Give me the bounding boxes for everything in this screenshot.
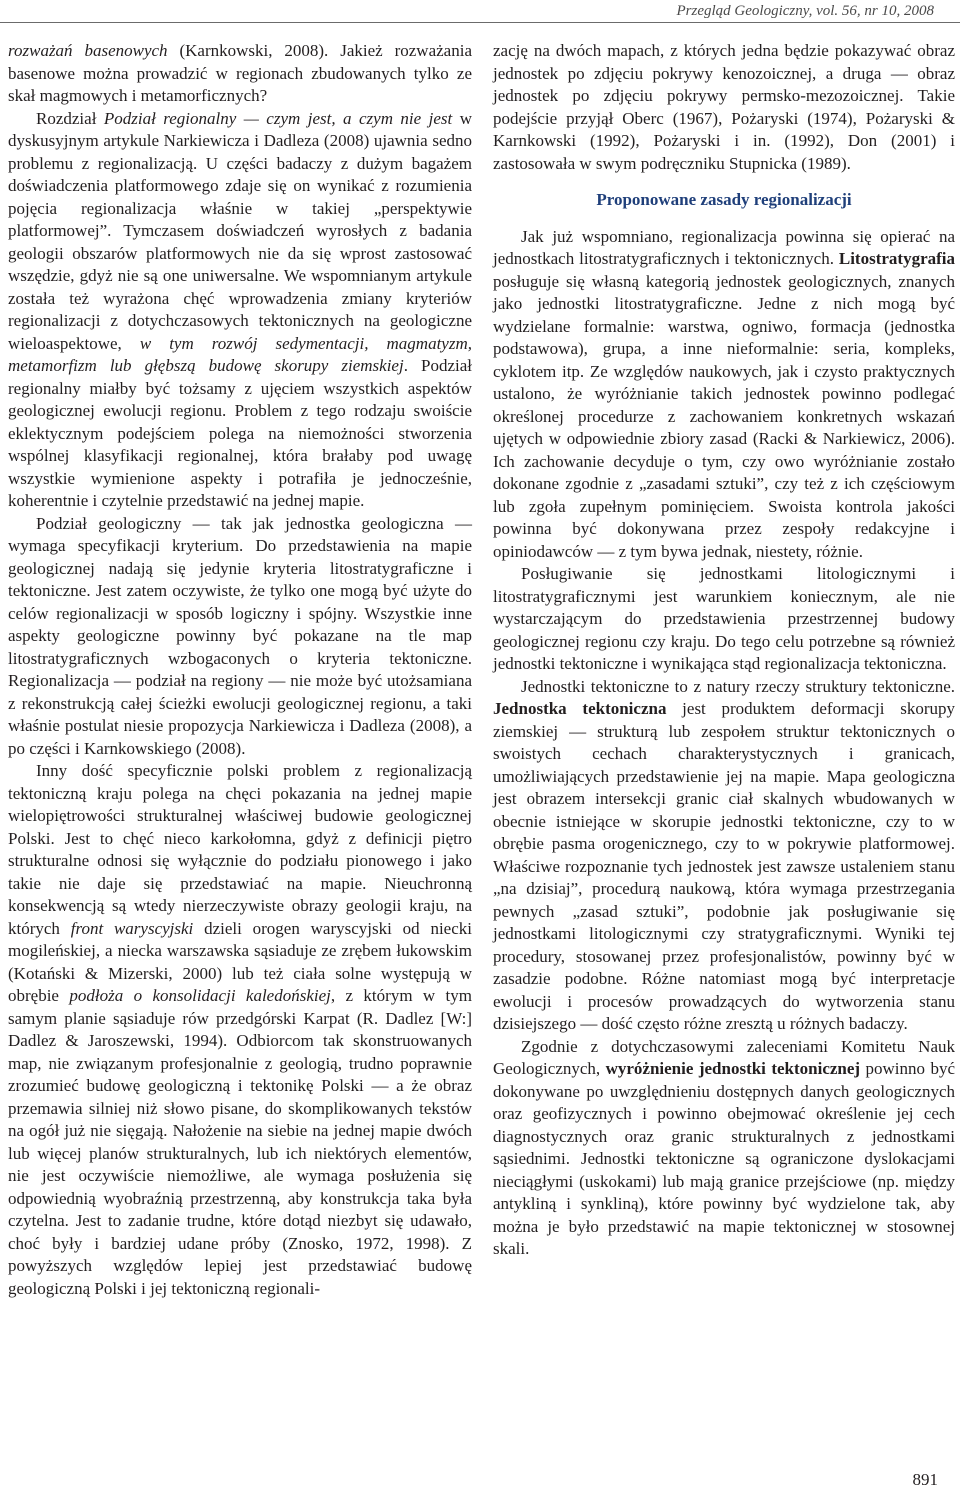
text-run: dzieli orogen waryscyjski od niecki mogileńskiej, a niecka warszawska sąsiaduje ze zrębem łukowskim (Kotański & Mizerski, 2000) lub też ciała solne występują w obrębie bbox=[8, 918, 472, 1005]
text-run: Rozdział bbox=[36, 108, 104, 128]
text-run: , z którym w tym samym planie sąsiaduje rów przedgórski Karpat (R. Dadlez [W:] Dadlez & Jaroszewski, 1994). Odbiorcom tak skonstruowanych map, nie związanym profesjonalnie z geologią, trudno poprawnie zrozumieć budowę geologiczną i tektonikę Polski — a że obraz przemawia silniej niż słowo pisane, do skomplikowanych tekstów na ogół już nie sięgają. Nałożenie na siebie na jednej mapie dwóch lub więcej planów strukturalnych, lub ich niektórych elementów, nie jest oczywiście niemożliwe, ale wymaga posłużenia się odpowiednią wyobraźnią przestrzenną, aby konstrukcja taka była czytelna. Jest to zadanie trudne, które dotąd niezbyt się udawało, choć były i bardziej udane próby (Znosko, 1972, 1998). Z powyższych względów lepiej jest przedstawiać budowę geologiczną Polski i jej tektoniczną regionali- bbox=[8, 986, 473, 1298]
italic-text: podłoża o konsolidacji kaledońskiej bbox=[69, 986, 331, 1005]
text-run: Inny dość specyficznie polski problem z regionalizacją tektoniczną kraju polega na chęci pokazania na jednej mapie wielopiętrowości strukturalnej właściwej budowie geologicznej Polski. Jest to chęć nieco karkołomna, gdyż z definicji piętro strukturalne odnosi się wyłącznie do podziału pionowego i jako takie nie daje się przedstawiać na mapie. Nieuchronną konsekwencją są wtedy nierzeczywiste obrazy geologii kraju, na których bbox=[8, 761, 472, 938]
text-run: posługuje się własną kategorią jednostek geologicznych, znanych jako jednostki litostratygraficzne. Jedne z nich mogą być wydzielane formalnie: warstwa, ogniwo, formacja (jednostka podstawowa), grupa, a inne nieformalnie: seria, kompleks, cyklotem itp. Ze względów naukowych, jak i czysto praktycznych ustalono, że wyróżnianie takich jednostek powinno podlegać określonej procedurze z zachowaniem konkretnych wskazań ujętych w odpowiednie zbiory zasad (Racki & Narkiewicz, 2006). Ich zachowanie decyduje o tym, czy owo wyróżnianie zostało dokonane zgodnie z „zasadami sztuki”, czy też z ich częściowym lub zgoła zupełnym pominięciem. Swoista kontrola jakości powinna być dokonywana przez zespoły redakcyjne i opiniodawców — z tym bywa jednak, niestety, różnie. bbox=[493, 271, 955, 561]
paragraph bbox=[493, 676, 955, 1036]
paragraph bbox=[8, 40, 472, 108]
paragraph: zację na dwóch mapach, z których jedna będzie pokazywać obraz jednostek po zdjęciu pokrywy kenozoicznej, a druga — obraz jednostek po zdjęciu pokrywy permsko-mezozoicznej. Takie podejście przyjął Oberc (1967), Pożaryski (1974), Pożaryski & Karnkowski (1992), Pożaryski i in. (1992), Don (2001) i zastosowała w swym podręczniku Stupnicka (1989). bbox=[493, 41, 955, 173]
italic-text: w tym rozwój sedymentacji, magmatyzm, metamorfizm lub głębszą budowę skorupy ziemskiej bbox=[8, 333, 472, 375]
paragraph bbox=[493, 226, 955, 564]
text-run: . Podział regionalny miałby być tożsamy z ujęciem wszystkich aspektów geologicznej ewolucji regionu. Problem z tego rodzaju swoiście eklektycznym podejściem polega na niemożności stworzenia wspólnej klasyfikacji regionalnej, która brałaby pod uwagę wszystkie wymienione aspekty i potrafiła je jednocześnie, koherentnie i czytelnie przedstawić na jednej mapie. bbox=[8, 356, 472, 510]
bold-term: Litostratygrafia bbox=[838, 249, 955, 268]
paragraph: Posługiwanie się jednostkami litologicznymi i litostratygraficznymi jest warunkiem koniecznym, ale nie wystarczającym do przedstawienia przestrzennej budowy geologicznej regionu czy kraju. Do tego celu potrzebne są również jednostki tektoniczne i wynikająca stąd regionalizacja tektoniczna. bbox=[493, 564, 955, 673]
running-head: Przegląd Geologiczny, vol. 56, nr 10, 2008 bbox=[676, 3, 934, 19]
text-run: jest produktem deformacji skorupy ziemskiej — strukturą lub zespołem struktur tektonicznych o swoistych cechach charakterystycznych i granicach, umożliwiających przedstawienie jej na mapie. Mapa geologiczna jest obrazem intersekcji granic ciał skalnych wbudowanych w obecnie istniejące w skorupie jednostki tektoniczne, czy to w obrębie pasma orogenicznego, czy to w pokrywie platformowej. Właściwe rozpoznanie tych jednostek jest zawsze ustaleniem stanu „na dzisiaj”, procedurą naukową, która wymaga przestrzegania pewnych „zasad sztuki”, podobnie jak posługiwanie się jednostkami litologicznymi czy stratygraficznymi. Wyniki tej procedury, stosowanej przez profesjonalistów, powinny być w zasadzie podobne. Różne natomiast mogą być interpretacje ewolucji i procesów prowadzących do wytworzenia stanu dzisiejszego — dość często różne zresztą u różnych badaczy. bbox=[493, 699, 955, 1033]
bold-term: wyróżnienie jednostki tektonicznej bbox=[605, 1059, 861, 1078]
section-heading: Proponowane zasady regionalizacji bbox=[596, 190, 852, 209]
text-run: Zgodnie z dotychczasowymi zaleceniami Komitetu Nauk Geologicznych, bbox=[493, 1036, 955, 1078]
paragraph bbox=[8, 760, 472, 1300]
header-rule bbox=[0, 22, 960, 23]
italic-text: Podział regionalny — czym jest, a czym nie jest bbox=[103, 108, 453, 128]
paragraph bbox=[493, 1036, 955, 1261]
italic-text: rozważań basenowych bbox=[8, 41, 168, 60]
left-column bbox=[8, 40, 472, 1300]
paragraph: Podział geologiczny — tak jak jednostka geologiczna — wymaga specyfikacji kryterium. Do przedstawienia na mapie geologicznej nadają się jedynie kryteria litostratygraficzne i tektoniczne. Jest zatem oczywiste, że tylko one mogą być użyte do celów regionalizacji w sposób logiczny i spójny. Wszystkie inne aspekty geologiczne powinny być pokazane na tle map litostratygraficznych wzbogaconych o kryteria tektoniczne. Regionalizacja — podział na regiony — nie może być utożsamiana z rekonstrukcją całej ścieżki ewolucji geologicznej regionu, a taki właśnie postulat niesie propozycja Narkiewicza i Dadleza (2008), a po części i Karnkowskiego (2008). bbox=[8, 513, 472, 758]
bold-term: Jednostka tektoniczna bbox=[493, 699, 667, 718]
text-run: Jak już wspomniano, regionalizacja powinna się opierać na jednostkach litostratygraficznych i tektonicznych. bbox=[493, 226, 955, 268]
page-number: 891 bbox=[912, 1470, 938, 1489]
text-run: Jednostki tektoniczne to z natury rzeczy struktury tektoniczne. bbox=[521, 676, 955, 696]
text-run: (Karnkowski, 2008). Jakież rozważania basenowe można prowadzić w regionach zbudowanych tylko ze skał magmowych i metamorficznych? bbox=[8, 41, 472, 105]
italic-text: front waryscyjski bbox=[70, 918, 194, 938]
text-run: w dyskusyjnym artykule Narkiewicza i Dadleza (2008) ujawnia sedno problemu z regionalizacją. U części badaczy z dużym bagażem doświadczenia platformowego zdaje się on wynikać z rozumienia pojęcia regionalizacja właśnie w takiej „perspektywie platformowej”. Tymczasem doświadczeń wyrosłych z badania geologii obszarów platformowych nie da się wprost zastosować wszędzie, gdyż nie są one uniwersalne. We wspomnianym artykule została też wyrażona chęć wprowadzenia zmiany kryteriów regionalizacji z dotychczasowych tektonicznych na geologiczne wieloaspektowe, bbox=[8, 108, 472, 353]
text-run: powinno być dokonywane po uwzględnieniu dostępnych danych geologicznych oraz geofizycznych i powinno obejmować określenie jej cech diagnostycznych oraz granic strukturalnych z jednostkami sąsiednimi. Jednostki tektoniczne są ograniczone dyslokacjami nieciągłymi (uskokami) lub mają granice przejściowe (np. między antykliną i synkliną), które powinny być wydzielone tak, aby można je było przedstawić na mapie tektonicznej w stosownej skali. bbox=[493, 1059, 956, 1258]
right-column bbox=[493, 40, 955, 1261]
paragraph bbox=[8, 108, 472, 513]
